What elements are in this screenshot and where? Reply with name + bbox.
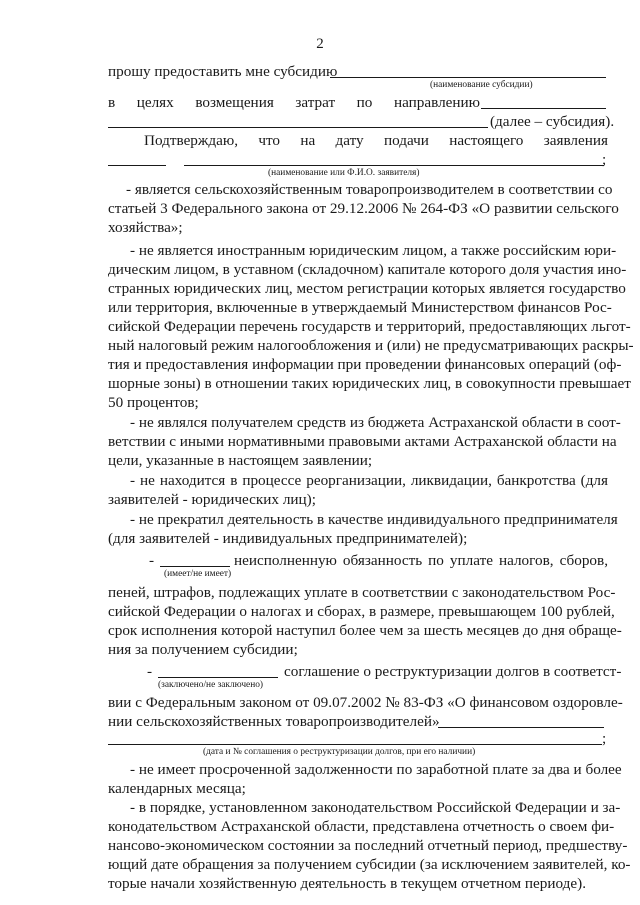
- text-line: нансово-экономическом состоянии за последний отчетный период, предшеству-: [108, 837, 628, 854]
- text-line: - является сельскохозяйственным товаропроизводителем в соответствии со: [126, 181, 613, 198]
- fill-line-has-obligation: [160, 566, 230, 567]
- text-line: ния за получением субсидии;: [108, 641, 298, 658]
- fill-line-agreement-date-a: [438, 727, 604, 728]
- text-line: - не прекратил деятельность в качестве индивидуального предпринимателя: [130, 511, 618, 528]
- text-line: или территория, включенные в утверждаемый Министерством финансов Рос-: [108, 299, 612, 316]
- fill-line-direction: [481, 108, 606, 109]
- text-line: хозяйства»;: [108, 219, 183, 236]
- text-line: цели, указанные в настоящем заявлении;: [108, 452, 373, 469]
- text-line: конодательством Астраханской области, представлена отчетность о своем фи-: [108, 818, 615, 835]
- text-line: в целях возмещения затрат по направлению: [108, 94, 480, 111]
- text-line: дическим лицом, в уставном (складочном) капитале которого доля участия ино-: [108, 261, 627, 278]
- text-line: заявителей - юридических лиц);: [108, 491, 316, 508]
- text-line: торые начали хозяйственную деятельность в текущем отчетном периоде).: [108, 875, 586, 892]
- text-line: ;: [602, 151, 607, 168]
- caption-applicant-name: (наименование или Ф.И.О. заявителя): [268, 168, 420, 178]
- text-line: - не находится в процессе реорганизации, ликвидации, банкротства (для: [130, 472, 608, 489]
- fill-line-direction-2: [108, 127, 488, 128]
- text-line: -: [149, 552, 155, 569]
- text-line: странных юридических лиц, местом регистрации которых является государство: [108, 280, 626, 297]
- fill-line-applicant-a: [108, 165, 166, 166]
- text-line: 50 процентов;: [108, 394, 199, 411]
- text-line: - не являлся получателем средств из бюджета Астраханской области в соот-: [130, 414, 621, 431]
- text-line: сийской Федерации о налогах и сборах, в размере, превышающем 100 рублей,: [108, 603, 615, 620]
- text-line: - не имеет просроченной задолженности по заработной плате за два и более: [130, 761, 622, 778]
- caption-agreement-date: (дата и № соглашения о реструктуризации долгов, при его наличии): [203, 747, 476, 757]
- text-line: статьей 3 Федерального закона от 29.12.2006 № 264-ФЗ «О развитии сельского: [108, 200, 619, 217]
- text-line: неисполненную обязанность по уплате налогов, сборов,: [234, 552, 608, 569]
- caption-concluded: (заключено/не заключено): [158, 680, 264, 690]
- caption-subsidy-name: (наименование субсидии): [430, 80, 533, 90]
- text-line: ный налоговый режим налогообложения и (или) не предусматривающих раскры-: [108, 337, 634, 354]
- text-line: вии с Федеральным законом от 09.07.2002 № 83-ФЗ «О финансовом оздоровле-: [108, 694, 623, 711]
- text-line: срок исполнения которой наступил более чем за шесть месяцев до дня обраще-: [108, 622, 622, 639]
- page-number: 2: [316, 36, 324, 52]
- text-line: ветствии с иными нормативными правовыми актами Астраханской области на: [108, 433, 617, 450]
- text-line: (для заявителей - индивидуальных предпринимателей);: [108, 530, 468, 547]
- fill-line-applicant-b: [184, 165, 604, 166]
- text-line: шорные зоны) в отношении таких юридических лиц, в совокупности превышает: [108, 375, 631, 392]
- text-line: календарных месяца;: [108, 780, 246, 797]
- text-line: ющий дате обращения за получением субсидии (за исключением заявителей, ко-: [108, 856, 631, 873]
- text-line: (далее – субсидия).: [490, 113, 615, 130]
- text-line: соглашение о реструктуризации долгов в соответст-: [284, 663, 622, 680]
- text-line: тия и предоставления информации при проведении финансовых операций (оф-: [108, 356, 622, 373]
- fill-line-agreement: [158, 677, 278, 678]
- text-line: нии сельскохозяйственных товаропроизводителей»: [108, 713, 440, 730]
- text-line: сийской Федерации перечень государств и территорий, предоставляющих льгот-: [108, 318, 631, 335]
- text-line: - не является иностранным юридическим лицом, а также российским юри-: [130, 242, 617, 259]
- text-line: пеней, штрафов, подлежащих уплате в соответствии с законодательством Рос-: [108, 584, 616, 601]
- text-line: Подтверждаю, что на дату подачи настоящего заявления: [144, 132, 608, 149]
- fill-line-subsidy: [330, 77, 606, 78]
- text-line: ;: [602, 730, 607, 747]
- fill-line-agreement-date-b: [108, 744, 602, 745]
- text-line: -: [147, 663, 153, 680]
- caption-has-not-has: (имеет/не имеет): [164, 569, 232, 579]
- text-line: прошу предоставить мне субсидию: [108, 63, 338, 80]
- text-line: - в порядке, установленном законодательством Российской Федерации и за-: [130, 799, 621, 816]
